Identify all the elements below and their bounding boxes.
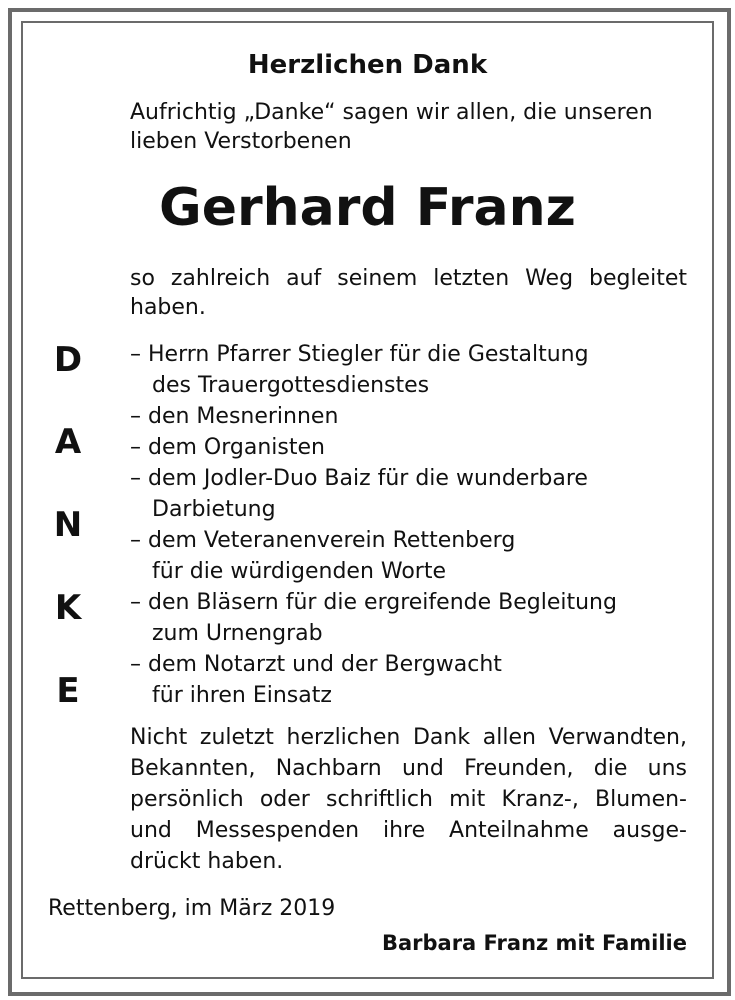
thanks-item-4: – dem Jodler-Duo Baiz für die wunderbare: [130, 466, 588, 491]
heading: Herzlichen Dank: [247, 50, 488, 80]
after-name-line-1: so zahlreich auf seinem letzten Weg begleitet: [130, 266, 687, 291]
thanks-item-1-cont: des Trauergottesdienstes: [152, 373, 430, 398]
after-name-line-2: haben.: [130, 295, 206, 320]
danke-letter-e: E: [56, 671, 80, 711]
thanks-item-5-cont: für die würdigenden Worte: [152, 559, 447, 584]
intro-line-1: Aufrichtig „Danke“ sagen wir allen, die unseren: [130, 100, 653, 125]
thanks-item-2: – den Mesnerinnen: [130, 404, 339, 429]
closing-paragraph: Nicht zuletzt herzlichen Dank allen Verwandten, Bekannten, Nachbarn und Freunden, die uns persönlich oder schriftlich mit Kranz-, Blumen- und Messespenden ihre Anteilnahme ausge-drückt haben.: [130, 725, 687, 874]
thanks-item-7-cont: für ihren Einsatz: [152, 683, 332, 708]
thanks-item-1: – Herrn Pfarrer Stiegler für die Gestaltung: [130, 342, 589, 367]
danke-letter-k: K: [54, 588, 82, 628]
danke-letter-d: D: [53, 340, 83, 380]
danke-letter-a: A: [54, 422, 82, 462]
deceased-name: Gerhard Franz: [159, 178, 576, 238]
thanks-item-7: – dem Notarzt und der Bergwacht: [130, 652, 502, 677]
thanks-item-3: – dem Organisten: [130, 435, 325, 460]
thanks-item-6-cont: zum Urnengrab: [152, 621, 323, 646]
signature: Barbara Franz mit Familie: [381, 931, 687, 955]
thanks-item-6: – den Bläsern für die ergreifende Begleitung: [130, 590, 617, 615]
intro-line-2: lieben Verstorbenen: [130, 129, 352, 154]
thanks-item-5: – dem Veteranenverein Rettenberg: [130, 528, 516, 553]
place-date: Rettenberg, im März 2019: [48, 896, 336, 921]
danke-letter-n: N: [53, 505, 83, 545]
thanks-item-4-cont: Darbietung: [152, 497, 276, 522]
